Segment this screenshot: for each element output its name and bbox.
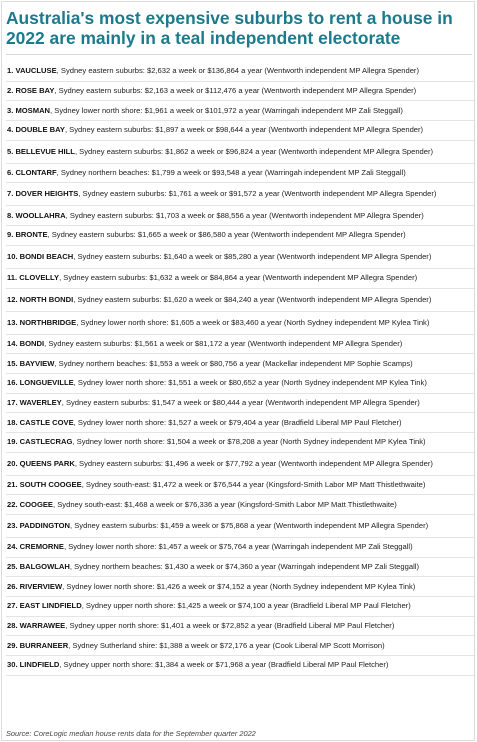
list-item-text [7, 339, 402, 349]
list-item-text [7, 359, 413, 369]
suburb-name: 20. QUEENS PARK [7, 458, 75, 468]
list-item-text [7, 378, 427, 388]
suburb-detail: , Sydney northern beaches: $1,553 a week or $80,756 a year (Mackellar independent MP Sophie Scamps) [54, 358, 413, 368]
suburb-detail: , Sydney lower north shore: $1,605 a week or $83,460 a year (North Sydney independent MP Kylea Tink) [76, 317, 430, 327]
list-item [6, 413, 474, 433]
list-item [6, 597, 474, 617]
suburb-detail: , Sydney lower north shore: $1,527 a week or $79,404 a year (Bradfield Liberal MP Paul Fletcher) [73, 417, 402, 427]
suburb-detail: , Sydney eastern suburbs: $1,862 a week or $96,824 a year (Wentworth independent MP Allegra Spender) [74, 146, 434, 156]
suburb-name: 22. COOGEE [7, 499, 54, 509]
list-item [6, 374, 474, 394]
suburb-detail: , Sydney upper north shore: $1,425 a week or $74,100 a year (Bradfield Liberal MP Paul Fletcher) [81, 601, 411, 611]
list-item-text [7, 125, 423, 135]
suburb-name: 6. CLONTARF [7, 168, 57, 178]
list-item-text [7, 168, 406, 178]
suburb-detail: , Sydney eastern suburbs: $1,665 a week or $86,580 a year (Wentworth independent MP Allegra Spender) [47, 230, 406, 240]
list-item-text [7, 459, 433, 469]
list-item [6, 246, 474, 269]
suburb-name: 18. CASTLE COVE [7, 417, 74, 427]
list-item [6, 656, 474, 676]
suburb-name: 24. CREMORNE [7, 542, 64, 552]
suburb-detail: , Sydney upper north shore: $1,401 a week or $72,852 a year (Bradfield Liberal MP Paul Fletcher) [65, 621, 395, 631]
suburb-detail: , Sydney eastern suburbs: $1,459 a week or $75,868 a year (Wentworth independent MP Allegra Spender) [70, 521, 429, 530]
suburb-detail: , Sydney eastern suburbs: $1,620 a week or $84,240 a year (Wentworth independent MP Allegra Spender) [73, 294, 432, 304]
list-item-text [7, 480, 425, 490]
suburb-name: 11. CLOVELLY [7, 273, 60, 283]
list-item-text [7, 418, 402, 428]
list-item-text [7, 562, 419, 572]
list-item-text [7, 500, 397, 510]
suburb-name: 4. DOUBLE BAY [7, 125, 65, 135]
suburb-name: 10. BONDI BEACH [7, 251, 74, 261]
list-item-text [7, 252, 431, 262]
suburb-detail: , Sydney eastern suburbs: $1,703 a week or $88,556 a year (Wentworth independent MP Allegra Spender) [65, 210, 424, 220]
suburb-name: 7. DOVER HEIGHTS [7, 189, 79, 199]
list-item [6, 82, 474, 102]
list-item-text [7, 147, 433, 157]
suburb-name: 26. RIVERVIEW [7, 581, 63, 591]
list-item-text [7, 660, 388, 670]
suburb-name: 15. BAYVIEW [7, 358, 55, 368]
suburb-name: 21. SOUTH COOGEE [7, 479, 82, 489]
suburb-name: 23. PADDINGTON [7, 521, 71, 530]
list-item [6, 636, 474, 656]
suburb-name: 8. WOOLLAHRA [7, 210, 66, 220]
suburb-detail: , Sydney eastern suburbs: $2,632 a week or $136,864 a year (Wentworth independent MP Allegra Spender) [56, 66, 419, 76]
list-item [6, 312, 474, 335]
suburb-detail: , Sydney south-east: $1,468 a week or $76,336 a year (Kingsford-Smith Labor MP Matt Thistlethwaite) [53, 499, 397, 509]
list-item-text [7, 582, 415, 592]
list-item [6, 62, 474, 82]
list-item [6, 354, 474, 374]
suburb-detail: , Sydney eastern suburbs: $1,761 a week or $91,572 a year (Wentworth independent MP Allegra Spender) [78, 189, 437, 199]
infographic-card [1, 1, 475, 741]
list-item-text [7, 641, 385, 651]
suburb-name: 12. NORTH BONDI [7, 294, 74, 304]
list-item [6, 558, 474, 578]
suburb-detail: , Sydney lower north shore: $1,504 a week or $78,208 a year (North Sydney independent MP Kylea Tink) [72, 437, 426, 447]
list-item-text [7, 66, 419, 76]
suburb-name: 25. BALGOWLAH [7, 562, 70, 572]
suburb-name: 27. EAST LINDFIELD [7, 601, 82, 611]
suburb-name: 13. NORTHBRIDGE [7, 317, 77, 327]
list-item-text [7, 542, 413, 552]
list-item-text [7, 621, 394, 631]
list-item [6, 164, 474, 184]
list-item [6, 121, 474, 141]
list-item [6, 394, 474, 414]
list-item [6, 269, 474, 289]
list-item-text [7, 189, 436, 199]
suburb-name: 17. WAVERLEY [7, 397, 62, 407]
list-item [6, 226, 474, 246]
source-note: Source: CoreLogic median house rents data for the September quarter 2022 [6, 729, 256, 738]
list-item-text [7, 273, 417, 283]
list-item [6, 577, 474, 597]
suburb-detail: , Sydney northern beaches: $1,430 a week or $74,360 a year (Warringah independent MP Zali Steggall) [69, 562, 419, 572]
list-item [6, 206, 474, 226]
suburb-detail: , Sydney lower north shore: $1,551 a week or $80,652 a year (North Sydney independent MP Kylea Tink) [73, 378, 427, 388]
list-item [6, 289, 474, 312]
list-item [6, 538, 474, 558]
suburb-detail: , Sydney northern beaches: $1,799 a week or $93,548 a year (Warringah independent MP Zali Steggall) [56, 168, 406, 178]
suburb-list [6, 62, 474, 676]
list-item [6, 335, 474, 355]
suburb-name: 3. MOSMAN [7, 105, 51, 115]
list-item [6, 141, 474, 164]
suburb-name: 16. LONGUEVILLE [7, 378, 74, 388]
list-item-text [7, 86, 416, 96]
list-item [6, 433, 474, 453]
suburb-name: 9. BRONTE [7, 230, 48, 240]
list-item [6, 183, 474, 206]
suburb-name: 28. WARRAWEE [7, 621, 66, 631]
list-item [6, 101, 474, 121]
list-item-text [7, 230, 406, 240]
suburb-detail: , Sydney eastern suburbs: $1,897 a week or $98,644 a year (Wentworth independent MP Allegra Spender) [64, 125, 424, 135]
suburb-detail: , Sydney south-east: $1,472 a week or $76,544 a year (Kingsford-Smith Labor MP Matt Thistlethwaite) [81, 479, 426, 489]
list-item-text [7, 295, 431, 305]
page-title: Australia's most expensive suburbs to rent a house in 2022 are mainly in a teal independent electorate [6, 8, 453, 48]
suburb-name: 14. BONDI [7, 338, 45, 348]
list-item [6, 495, 474, 515]
suburb-detail: , Sydney Sutherland shire: $1,388 a week or $72,176 a year (Cook Liberal MP Scott Morrison) [68, 640, 385, 650]
list-item [6, 617, 474, 637]
title-divider [6, 54, 472, 55]
list-item-text [7, 601, 411, 611]
list-item-text [7, 318, 429, 328]
list-item-text [7, 521, 428, 531]
suburb-name: 1. VAUCLUSE [7, 66, 57, 76]
list-item-text [7, 211, 424, 221]
suburb-name: 19. CASTLECRAG [7, 437, 73, 447]
list-item [6, 453, 474, 476]
list-item [6, 476, 474, 496]
suburb-name: 30. LINDFIELD [7, 660, 60, 670]
suburb-detail: , Sydney eastern suburbs: $1,496 a week or $77,792 a year (Wentworth independent MP Allegra Spender) [74, 458, 433, 468]
suburb-detail: , Sydney eastern suburbs: $1,640 a week or $85,280 a year (Wentworth independent MP Allegra Spender) [73, 251, 432, 261]
suburb-detail: , Sydney lower north shore: $1,961 a week or $101,972 a year (Warringah independent MP Zali Steggall) [50, 105, 403, 115]
suburb-detail: , Sydney eastern suburbs: $1,561 a week or $81,172 a year (Wentworth independent MP Allegra Spender) [44, 338, 403, 348]
suburb-detail: , Sydney lower north shore: $1,457 a week or $75,764 a year (Warringah independent MP Zali Steggall) [63, 542, 413, 552]
list-item [6, 515, 474, 538]
suburb-detail: , Sydney eastern suburbs: $1,547 a week or $80,444 a year (Wentworth independent MP Allegra Spender) [61, 397, 420, 407]
suburb-detail: , Sydney upper north shore: $1,384 a week or $71,968 a year (Bradfield Liberal MP Paul Fletcher) [59, 660, 389, 670]
suburb-detail: , Sydney eastern suburbs: $2,163 a week or $112,476 a year (Wentworth independent MP Allegra Spender) [54, 86, 417, 96]
suburb-detail: , Sydney lower north shore: $1,426 a week or $74,152 a year (North Sydney independent MP Kylea Tink) [62, 581, 416, 591]
list-item-text [7, 437, 426, 447]
suburb-name: 2. ROSE BAY [7, 86, 55, 96]
list-item-text [7, 106, 403, 116]
suburb-detail: , Sydney eastern suburbs: $1,632 a week or $84,864 a year (Wentworth independent MP Allegra Spender) [59, 273, 418, 283]
suburb-name: 5. BELLEVUE HILL [7, 146, 75, 156]
suburb-name: 29. BURRANEER [7, 640, 69, 650]
list-item-text [7, 398, 420, 408]
